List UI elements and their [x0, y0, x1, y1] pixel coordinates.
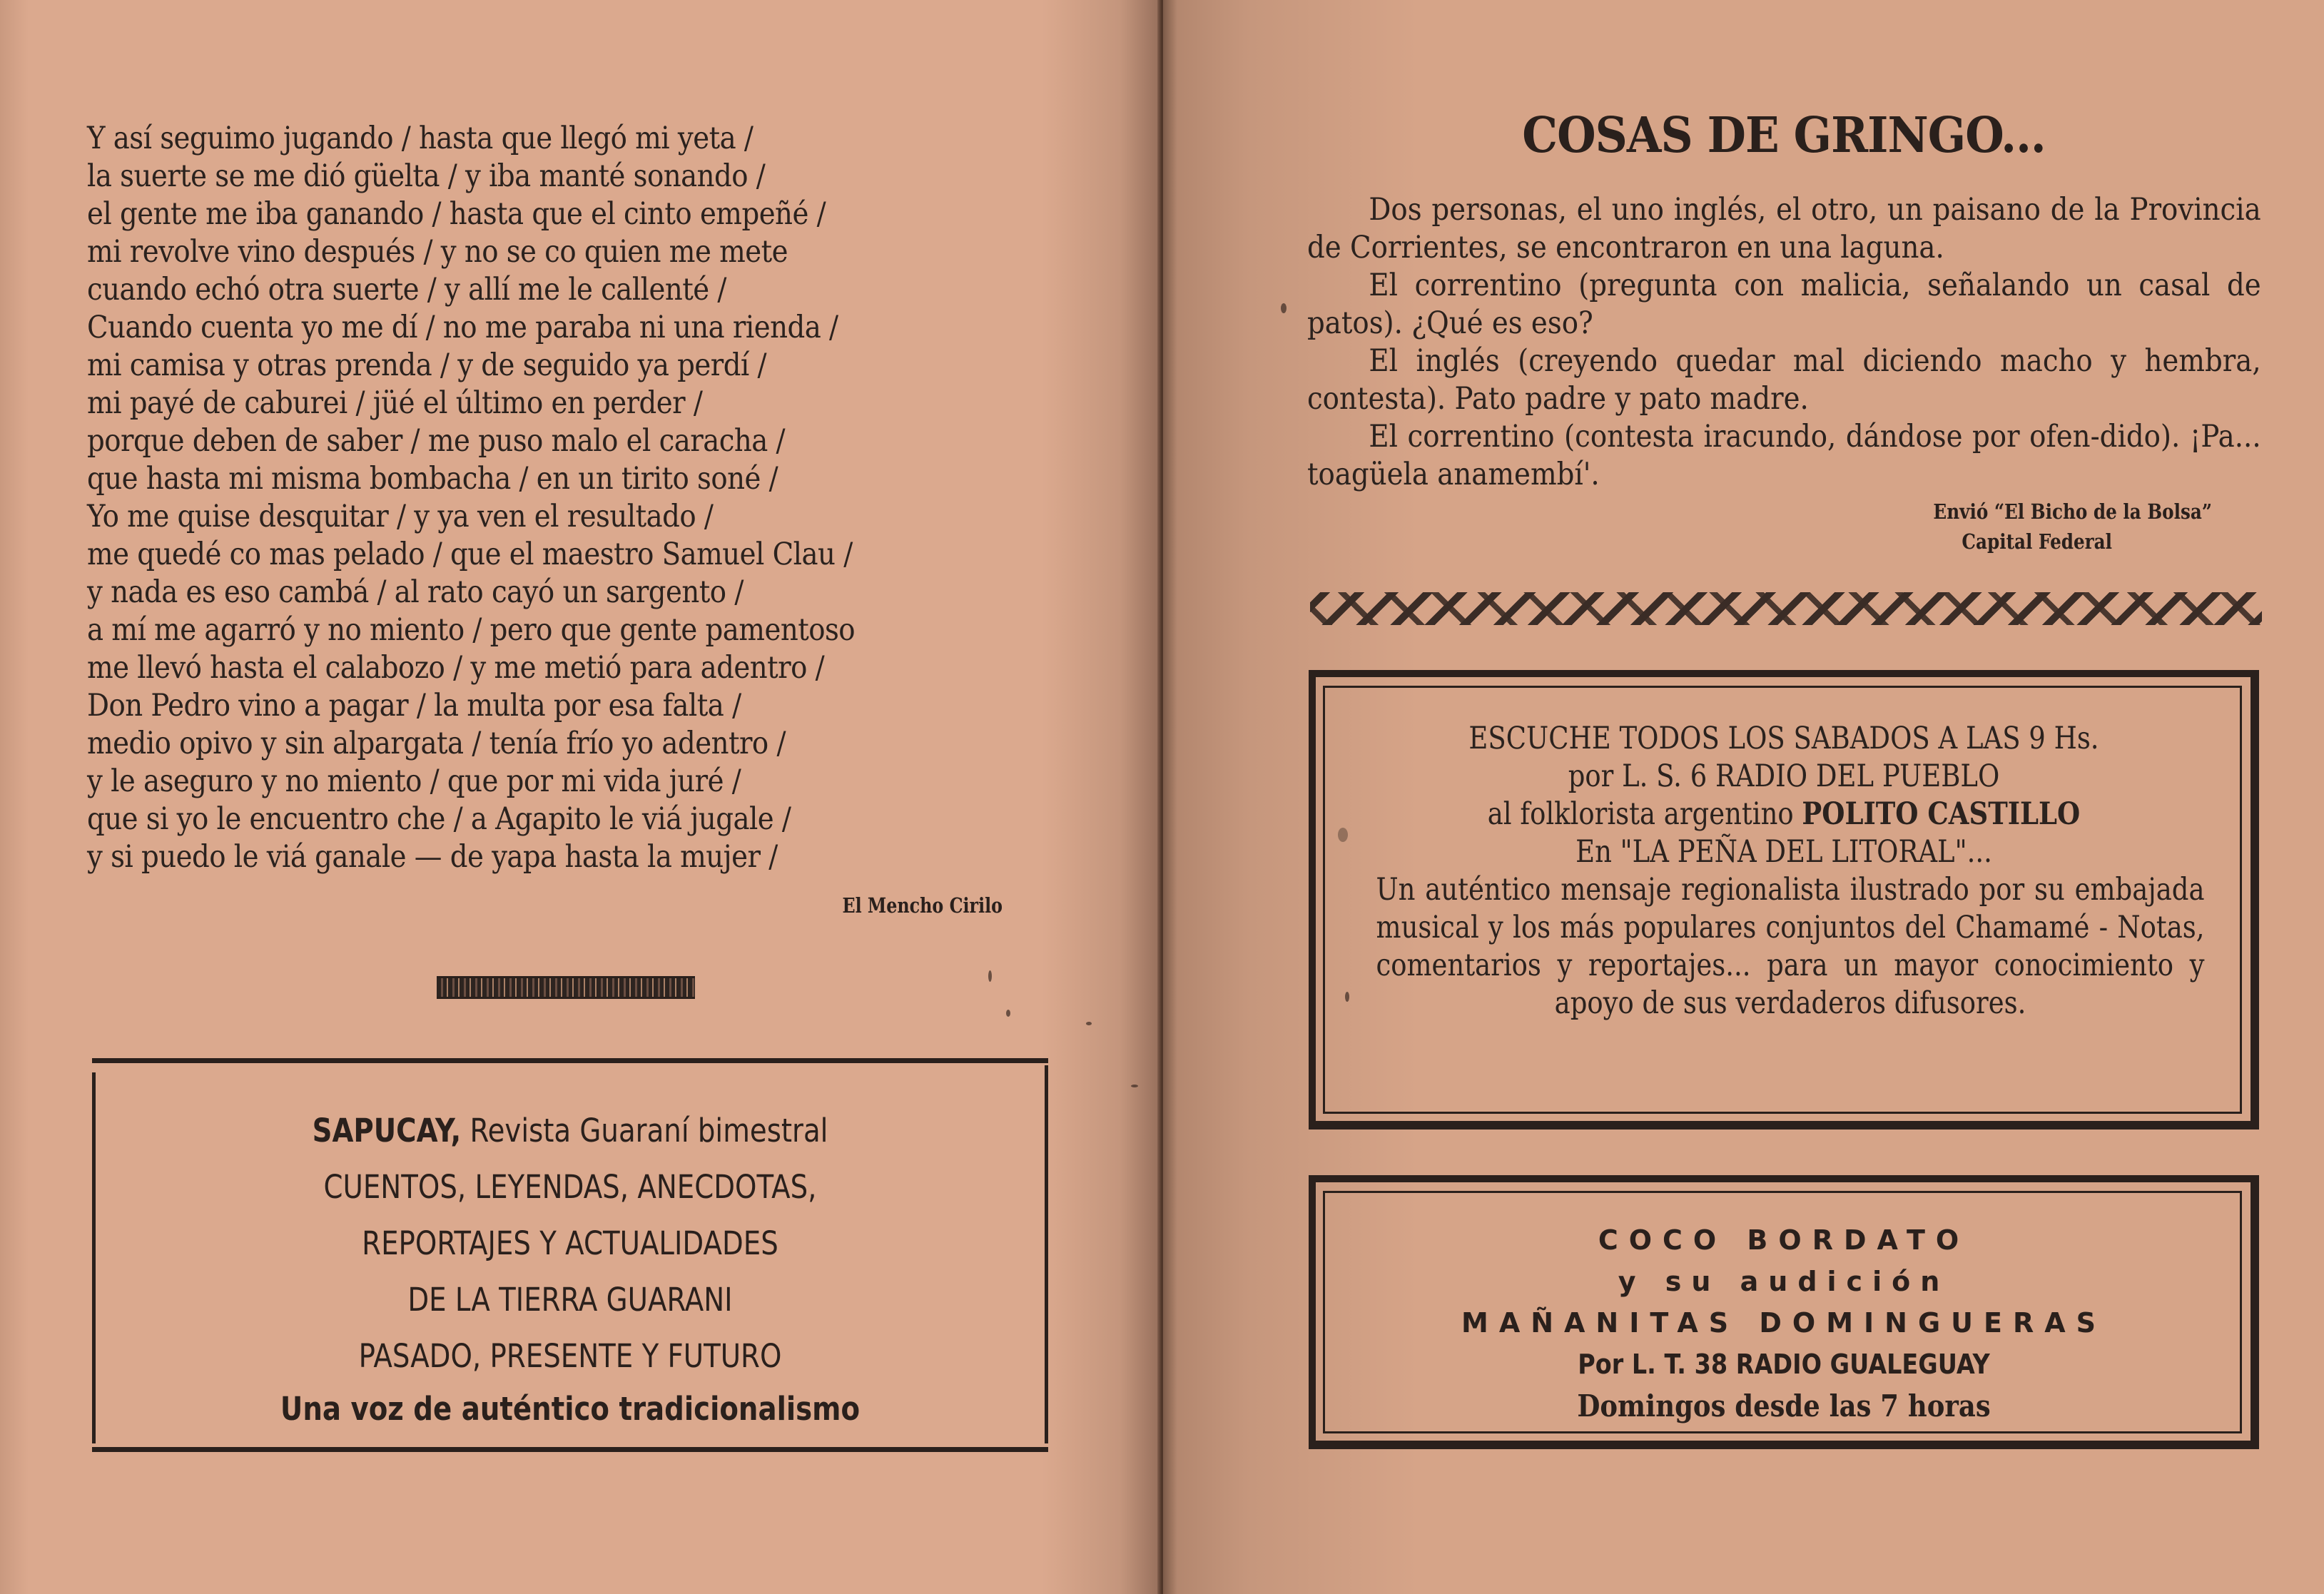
paper-speck — [1345, 992, 1349, 1002]
poem-line: Cuando cuenta yo me dí / no me paraba ni una rienda / — [87, 310, 838, 345]
paragraph-text: El correntino (contesta iracundo, dándose por ofen-dido). ¡Pa... toagüela anamembí'. — [1307, 419, 2261, 492]
coco-content — [1309, 1219, 2259, 1428]
radio-program: En "LA PEÑA DEL LITORAL"... — [1575, 834, 1992, 870]
poem-line: me quedé co mas pelado / que el maestro Samuel Clau / — [87, 537, 853, 572]
box-rule — [92, 1447, 1048, 1452]
sapucay-title — [159, 1102, 981, 1159]
coco-station: Por L. T. 38 RADIO GUALEGUAY — [1578, 1349, 1990, 1380]
poem-line: mi camisa y otras prenda / y de seguido ya perdí / — [87, 347, 767, 383]
article-paragraph — [1307, 342, 2262, 418]
paper-speck — [1086, 1022, 1092, 1025]
poem-signature: El Mencho Cirilo — [842, 893, 1003, 918]
radio-description: Un auténtico mensaje regionalista ilustrado por su embajada musical y los más populares conjuntos del Chamamé - Notas, comentarios y reportajes... para un mayor conocimiento y apoyo de sus verdaderos difusores. — [1376, 872, 2205, 1021]
sapucay-tagline: Una voz de auténtico tradicionalismo — [280, 1390, 861, 1428]
poem-line: Yo me quise desquitar / y ya ven el resultado / — [87, 499, 714, 534]
sapucay-advertisement — [92, 1058, 1048, 1452]
poem-line: mi revolve vino después / y no se co quien me mete — [87, 234, 788, 270]
coco-program: MAÑANITAS DOMINGUERAS — [1461, 1307, 2106, 1339]
coco-name: COCO BORDATO — [1598, 1224, 1970, 1256]
poem-line: y si puedo le viá ganale — de yapa hasta la mujer / — [87, 839, 778, 875]
paper-speck — [988, 970, 992, 982]
article-paragraph — [1307, 267, 2262, 342]
poem-line: me llevó hasta el calabozo / y me metió para adentro / — [87, 650, 825, 686]
poem-line: y nada es eso cambá / al rato cayó un sargento / — [87, 574, 744, 610]
radio-headline: ESCUCHE TODOS LOS SABADOS A LAS 9 Hs. — [1468, 721, 2099, 756]
radio-content — [1309, 720, 2259, 1022]
coco-sub: y su audición — [1618, 1266, 1950, 1297]
paper-speck — [1131, 1085, 1138, 1087]
article-place: Capital Federal — [1962, 529, 2112, 554]
poem-line: la suerte se me dió güelta / y iba manté sonando / — [87, 158, 766, 194]
radio-artist-name: POLITO CASTILLO — [1802, 796, 2081, 832]
coco-schedule: Domingos desde las 7 horas — [1577, 1389, 1991, 1423]
article-paragraph — [1307, 418, 2262, 494]
sapucay-line: PASADO, PRESENTE Y FUTURO — [358, 1337, 782, 1375]
sapucay-content — [92, 1102, 1048, 1434]
paragraph-text: Dos personas, el uno inglés, el otro, un paisano de la Provincia de Corrientes, se encontraron en una laguna. — [1307, 192, 2261, 265]
sapucay-subtitle: Revista Guaraní bimestral — [461, 1112, 828, 1149]
poem-line: medio opivo y sin alpargata / tenía frío yo adentro / — [87, 726, 786, 761]
box-rule — [92, 1058, 1048, 1063]
poem-line: y le aseguro y no miento / que por mi vida juré / — [87, 763, 741, 799]
article-credit: Envió “El Bicho de la Bolsa” — [1933, 499, 2212, 524]
sapucay-line: REPORTAJES Y ACTUALIDADES — [362, 1224, 778, 1262]
article-title: COSAS DE GRINGO... — [1522, 107, 2046, 164]
poem — [87, 120, 1072, 876]
article-paragraph — [1307, 191, 2262, 267]
paragraph-text: El correntino (pregunta con malicia, señalando un casal de patos). ¿Qué es eso? — [1307, 268, 2261, 341]
paragraph-text: El inglés (creyendo quedar mal diciendo macho y hembra, contesta). Pato padre y pato madre. — [1307, 343, 2261, 417]
poem-line: Y así seguimo jugando / hasta que llegó mi yeta / — [87, 121, 753, 156]
paper-speck — [1338, 828, 1348, 842]
poem-line: el gente me iba ganando / hasta que el cinto empeñé / — [87, 196, 826, 232]
radio-advertisement — [1309, 670, 2259, 1129]
poem-line: cuando echó otra suerte / y allí me le callenté / — [87, 272, 726, 308]
radio-station: por L. S. 6 RADIO DEL PUEBLO — [1568, 758, 2000, 794]
poem-line: a mí me agarró y no miento / pero que gente pamentoso — [87, 612, 856, 648]
radio-artist-prefix: al folklorista argentino — [1487, 796, 1802, 832]
poem-line: porque deben de saber / me puso malo el caracha / — [87, 423, 786, 459]
ornament-border — [1310, 592, 2262, 625]
radio-artist-line — [1375, 796, 2193, 833]
sapucay-line: CUENTOS, LEYENDAS, ANECDOTAS, — [323, 1168, 817, 1206]
paper-speck — [1281, 303, 1287, 313]
poem-line: mi payé de caburei / jüé el último en perder / — [87, 385, 703, 421]
sapucay-name: SAPUCAY, — [312, 1112, 462, 1149]
poem-line: Don Pedro vino a pagar / la multa por esa falta / — [87, 688, 741, 724]
article-body — [1307, 191, 2262, 494]
ornament-divider — [437, 976, 695, 999]
poem-line: que si yo le encuentro che / a Agapito le viá jugale / — [87, 801, 791, 837]
poem-line: que hasta mi misma bombacha / en un tirito soné / — [87, 461, 778, 497]
coco-bordato-advertisement — [1309, 1175, 2259, 1449]
paper-speck — [1006, 1010, 1010, 1017]
sapucay-line: DE LA TIERRA GUARANI — [407, 1281, 733, 1319]
